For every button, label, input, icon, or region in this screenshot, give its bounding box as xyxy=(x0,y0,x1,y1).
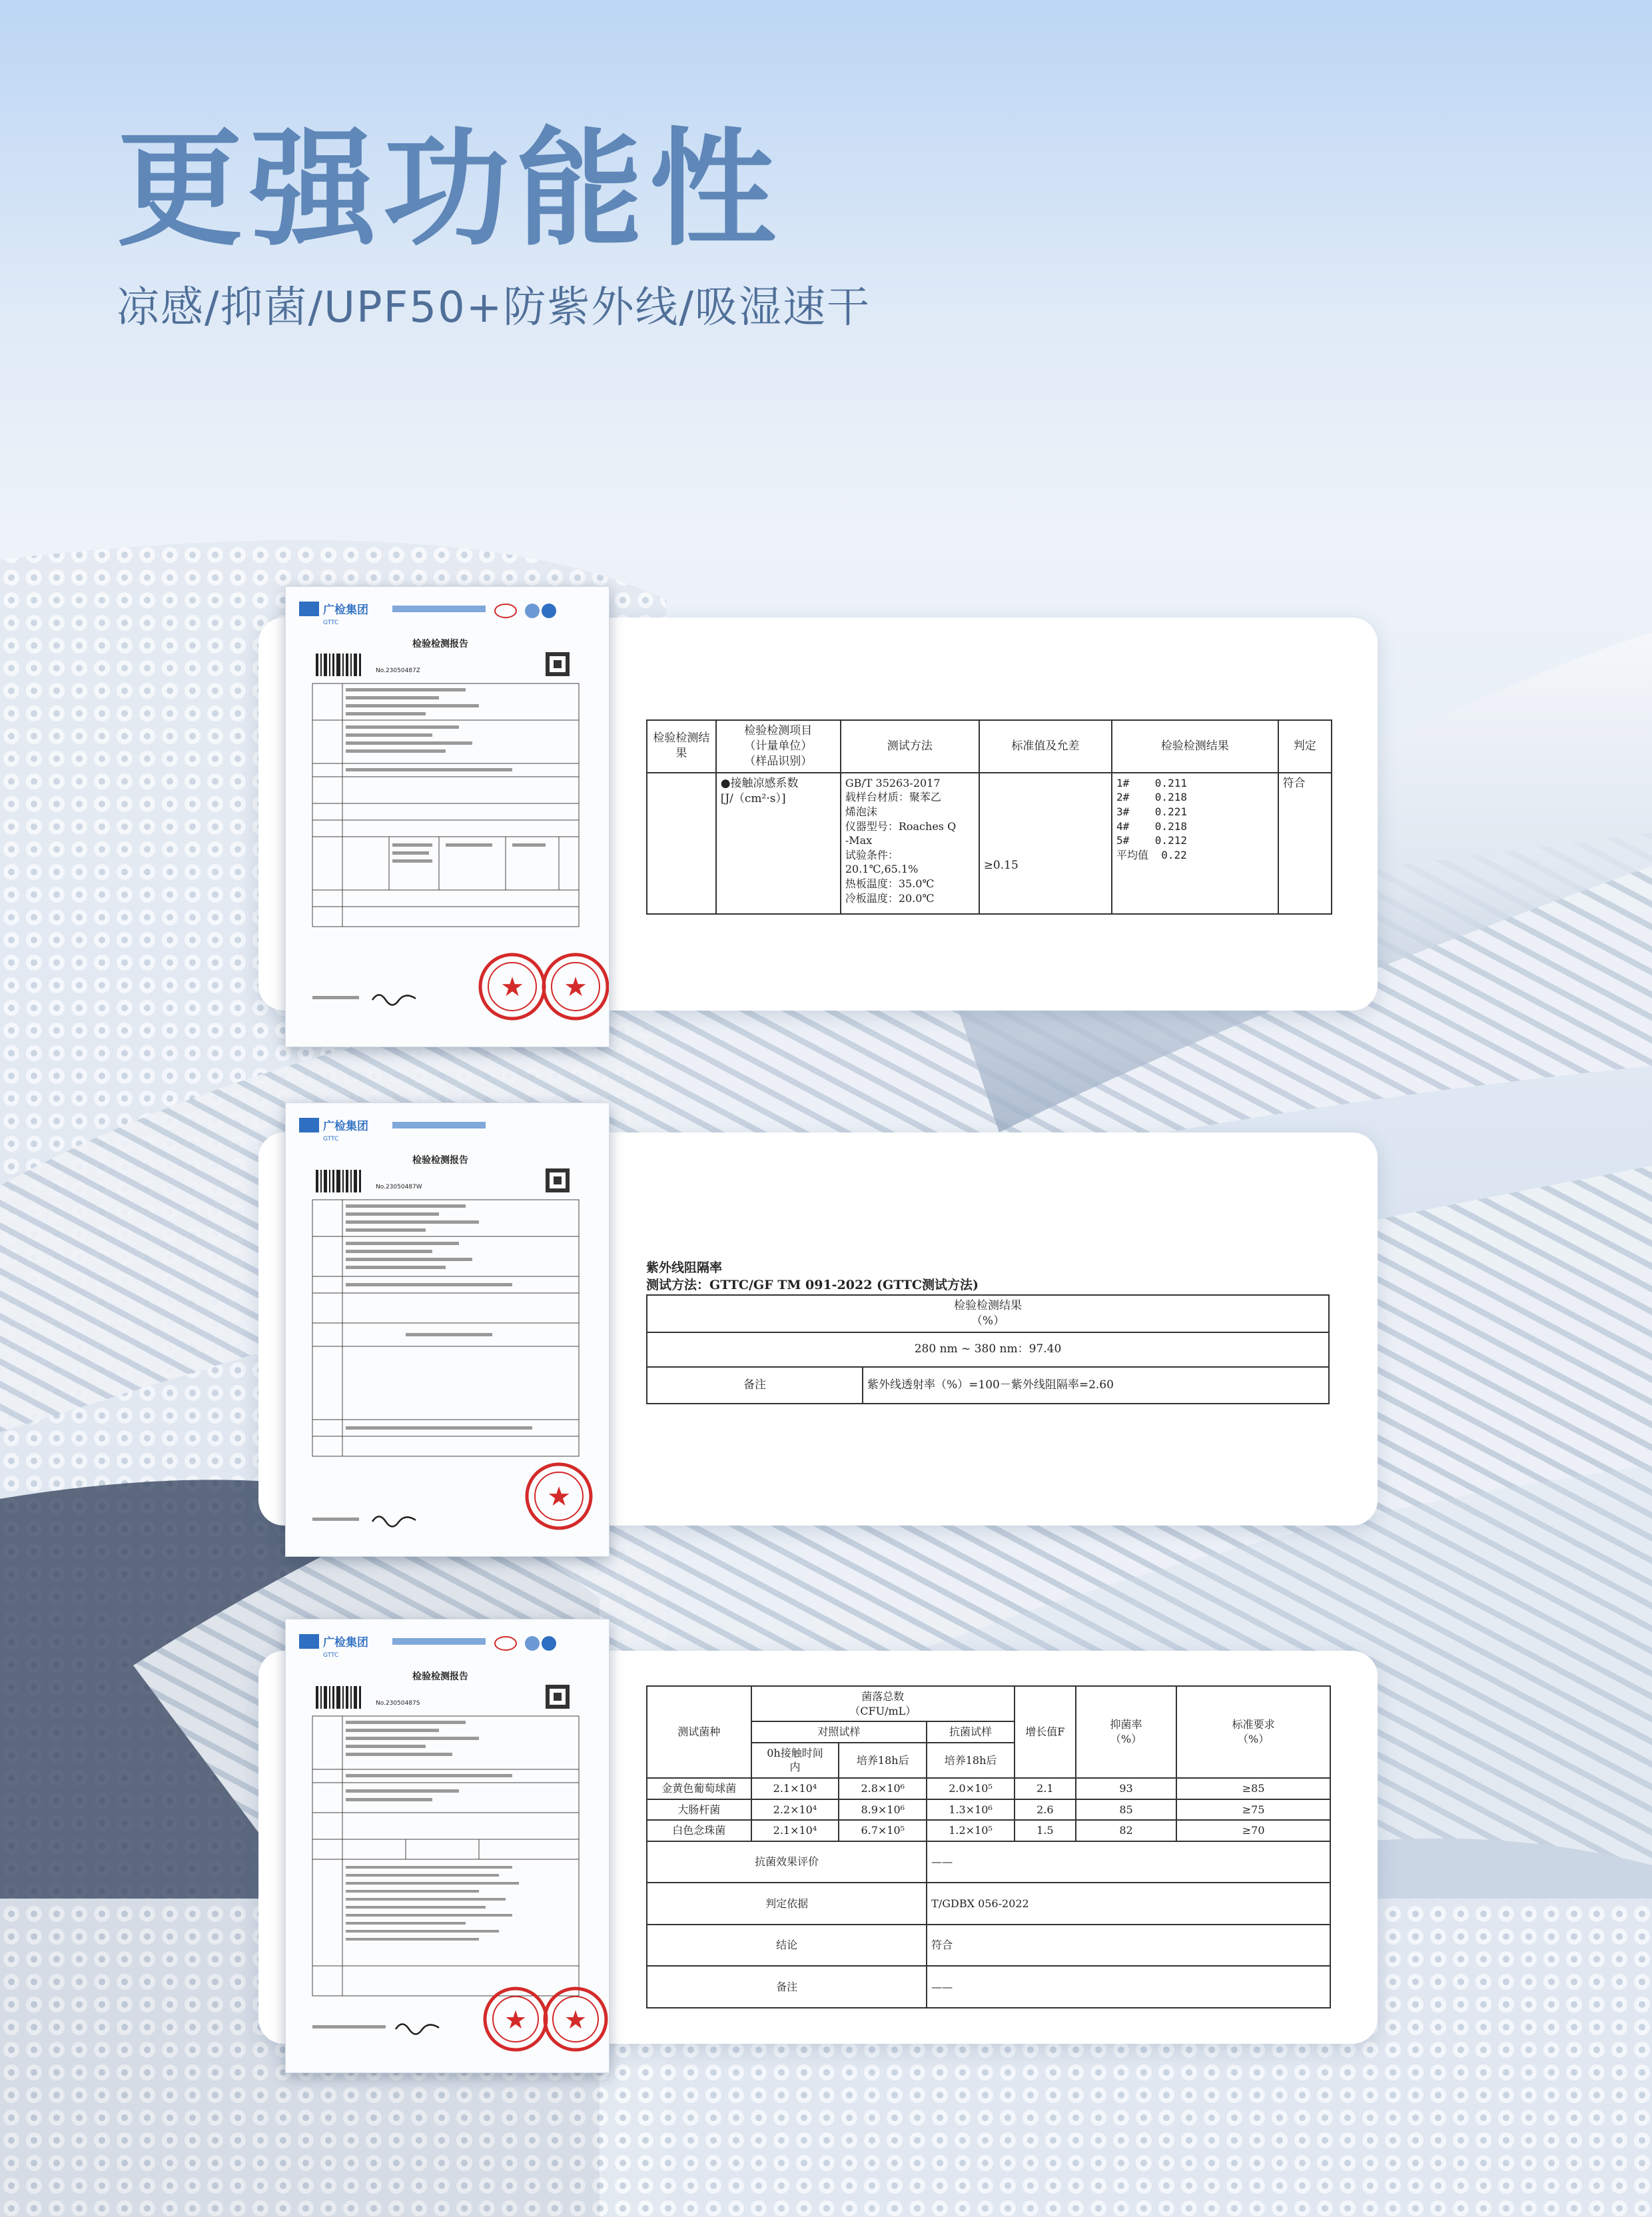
table-header: 0h接触时间 内 xyxy=(751,1743,839,1778)
page-subtitle: 凉感/抑菌/UPF50+防紫外线/吸湿速干 xyxy=(117,283,871,332)
table-header: 标准要求 （%） xyxy=(1176,1686,1330,1778)
table-cell xyxy=(647,773,716,914)
table-cell: 2.0×10⁵ xyxy=(927,1778,1015,1799)
table-row xyxy=(647,1841,1330,1883)
org-logo-icon xyxy=(299,1118,319,1132)
report-cover-1 xyxy=(286,587,609,1047)
cnas-mark-icon xyxy=(542,604,556,618)
uv-report-title: 紫外线阻隔率 xyxy=(646,1260,723,1275)
uv-result-value: 280 nm ~ 380 nm：97.40 xyxy=(647,1332,1329,1367)
report-thumbnail-cooling xyxy=(285,586,610,1047)
cma-mark-icon xyxy=(495,604,516,618)
table-row xyxy=(647,1820,1330,1841)
org-name: 广检集团 xyxy=(323,1120,368,1133)
page-title: 更强功能性 xyxy=(117,116,783,263)
svg-text:No.23050487W: No.23050487W xyxy=(376,1184,422,1190)
table-cell: 93 xyxy=(1076,1778,1177,1799)
table-header: 菌落总数 （CFU/mL） xyxy=(751,1686,1015,1721)
table-cell: —— xyxy=(927,1966,1330,2008)
table-header: 对照试样 xyxy=(751,1721,927,1743)
report-title: 检验检测报告 xyxy=(412,1155,468,1166)
table-header: 标准值及允差 xyxy=(979,720,1112,773)
table-cell: 1.5 xyxy=(1015,1820,1076,1841)
antibacterial-test-table xyxy=(646,1685,1331,2008)
table-header: 抑菌率 （%） xyxy=(1076,1686,1177,1778)
cooling-test-table xyxy=(646,719,1332,915)
uv-result-header: 检验检测结果 （%） xyxy=(647,1295,1329,1332)
barcode-icon xyxy=(316,1170,361,1192)
table-cell: 6.7×10⁵ xyxy=(839,1820,927,1841)
table-cell: 85 xyxy=(1076,1799,1177,1821)
report-cover-2 xyxy=(286,1103,609,1556)
report-cover-3 xyxy=(286,1619,609,2072)
table-cell: ≥0.15 xyxy=(979,773,1112,914)
table-row xyxy=(647,1799,1330,1821)
table-row xyxy=(647,1925,1330,1967)
svg-text:No.23050487Z: No.23050487Z xyxy=(376,667,420,674)
table-cell: 2.1×10⁴ xyxy=(751,1778,839,1799)
uv-note-value: 紫外线透射率（%）=100－紫外线阻隔率=2.60 xyxy=(863,1367,1329,1404)
uv-note-label: 备注 xyxy=(647,1367,863,1404)
barcode-icon xyxy=(316,654,361,676)
table-header: 培养18h后 xyxy=(927,1743,1015,1778)
table-row xyxy=(647,1966,1330,2008)
cnas-mark-icon xyxy=(542,1636,556,1651)
table-cell: 符合 xyxy=(927,1925,1330,1967)
org-name-en: GTTC xyxy=(323,1136,339,1142)
table-cell: —— xyxy=(927,1841,1330,1883)
table-header: 判定 xyxy=(1278,720,1332,773)
org-logo-icon xyxy=(299,602,319,616)
svg-text:★: ★ xyxy=(500,972,524,1003)
barcode-icon xyxy=(316,1686,361,1709)
table-cell: 82 xyxy=(1076,1820,1177,1841)
table-cell: 8.9×10⁶ xyxy=(839,1799,927,1821)
table-cell: ≥85 xyxy=(1176,1778,1330,1799)
table-cell: 白色念珠菌 xyxy=(647,1820,751,1841)
org-logo-icon xyxy=(299,1634,319,1649)
svg-text:★: ★ xyxy=(564,2005,588,2034)
table-cell: 1# 0.211 2# 0.218 3# 0.221 4# 0.218 5# 0.212 平均值 0.22 xyxy=(1112,773,1278,914)
table-cell: 2.1 xyxy=(1015,1778,1076,1799)
table-header: 增长值F xyxy=(1015,1686,1076,1778)
table-cell: 2.1×10⁴ xyxy=(751,1820,839,1841)
org-name: 广检集团 xyxy=(323,604,368,617)
svg-text:★: ★ xyxy=(564,972,588,1003)
table-cell: ●接触凉感系数 [J/（cm²·s）] xyxy=(716,773,841,914)
table-row xyxy=(647,1778,1330,1799)
table-header: 检验检测结果 xyxy=(647,720,716,773)
org-name-en: GTTC xyxy=(323,620,339,626)
signature-icon xyxy=(372,1517,416,1527)
table-cell: 2.8×10⁶ xyxy=(839,1778,927,1799)
table-header: 抗菌试样 xyxy=(927,1721,1015,1743)
table-header: 检验检测结果 xyxy=(1112,720,1278,773)
table-header: 测试方法 xyxy=(841,720,979,773)
table-cell: ≥75 xyxy=(1176,1799,1330,1821)
table-cell: ≥70 xyxy=(1176,1820,1330,1841)
table-header: 检验检测项目 （计量单位） （样品识别） xyxy=(716,720,841,773)
table-row xyxy=(647,1883,1330,1925)
table-cell: 结论 xyxy=(647,1925,927,1967)
table-cell: 备注 xyxy=(647,1966,927,2008)
report-title: 检验检测报告 xyxy=(412,1671,468,1682)
table-header: 培养18h后 xyxy=(839,1743,927,1778)
table-cell: 2.2×10⁴ xyxy=(751,1799,839,1821)
report-thumbnail-uv xyxy=(285,1103,610,1557)
table-cell: 金黄色葡萄球菌 xyxy=(647,1778,751,1799)
org-name-en: GTTC xyxy=(323,1652,339,1659)
table-cell: 2.6 xyxy=(1015,1799,1076,1821)
table-cell: 1.3×10⁶ xyxy=(927,1799,1015,1821)
report-thumbnail-antibacterial xyxy=(285,1619,610,2073)
table-cell: 判定依据 xyxy=(647,1883,927,1925)
ilac-mark-icon xyxy=(525,604,540,618)
org-name: 广检集团 xyxy=(323,1636,368,1649)
table-cell: 符合 xyxy=(1278,773,1332,914)
table-cell: T/GDBX 056-2022 xyxy=(927,1883,1330,1925)
table-cell: 1.2×10⁵ xyxy=(927,1820,1015,1841)
table-cell: 抗菌效果评价 xyxy=(647,1841,927,1883)
signature-icon xyxy=(372,995,416,1005)
svg-text:No.23050487S: No.23050487S xyxy=(376,1700,420,1707)
table-cell: GB/T 35263-2017 载样台材质：聚苯乙 烯泡沫 仪器型号：Roaches Q -Max 试验条件： 20.1℃,65.1% 热板温度：35.0℃ 冷板温度：20.0℃ xyxy=(841,773,979,914)
report-title: 检验检测报告 xyxy=(412,639,468,650)
table-cell: 大肠杆菌 xyxy=(647,1799,751,1821)
table-header: 测试菌种 xyxy=(647,1686,751,1778)
uv-report-method: 测试方法：GTTC/GF TM 091-2022 (GTTC测试方法) xyxy=(646,1278,979,1292)
svg-text:★: ★ xyxy=(504,2005,528,2034)
signature-icon xyxy=(396,2024,439,2034)
svg-text:★: ★ xyxy=(547,1482,571,1512)
cma-mark-icon xyxy=(495,1637,516,1650)
uv-test-block xyxy=(646,1258,1332,1411)
ilac-mark-icon xyxy=(525,1636,540,1651)
